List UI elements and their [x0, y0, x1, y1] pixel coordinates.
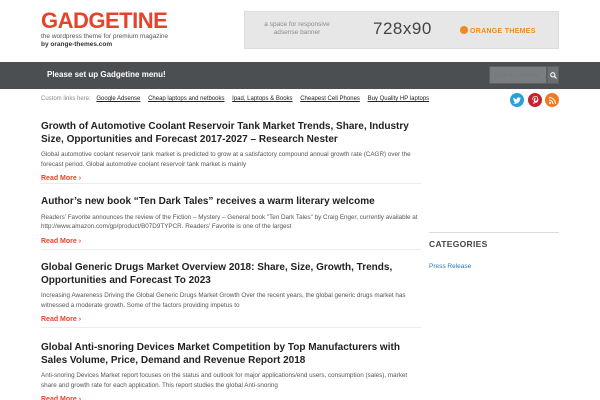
post-title[interactable]: Author’s new book “Ten Dark Tales” receives a warm literary welcome	[41, 196, 375, 207]
ad-size: 728x90	[373, 19, 432, 38]
search-button[interactable]	[547, 66, 559, 84]
custom-links-label: Custom links here:	[41, 96, 91, 102]
site-header	[0, 0, 600, 62]
sidebar	[429, 232, 559, 270]
tagline-line1: the wordpress theme for premium magazine	[41, 33, 169, 40]
search-input[interactable]	[489, 66, 547, 84]
read-more-label: Read More	[41, 175, 77, 182]
sidebar-divider	[429, 232, 559, 233]
read-more-link[interactable]	[41, 315, 421, 324]
custom-link-1[interactable]: Google Adsense	[96, 96, 141, 102]
search-icon	[550, 72, 557, 79]
orange-circle-icon	[460, 26, 468, 34]
custom-link-3[interactable]: Ipad, Laptops & Books	[232, 96, 293, 102]
site-logo[interactable]: GADGETINE	[41, 8, 168, 33]
post-item	[41, 328, 421, 400]
read-more-link[interactable]	[41, 174, 421, 183]
read-more-label: Read More	[41, 396, 77, 400]
post-excerpt: Increasing Awareness Driving the Global Generic Drugs Market Growth Over the recent years, the global generic drugs market has witnessed a moderate growth. Some of the factors providing impetus to	[41, 292, 406, 309]
nav-menu-placeholder[interactable]: Please set up Gadgetine menu!	[47, 70, 166, 79]
rss-button[interactable]	[545, 93, 559, 107]
read-more-link[interactable]	[41, 237, 421, 246]
post-excerpt: Readers’ Favorite announces the review of the Fiction – Mystery – General book "Ten Dark Tales" by Craig Enger, currently available at http://www.amazon.com/gp/product/B07D9TYPCR. Readers’ Favorite is one of the largest	[41, 213, 418, 230]
post-excerpt: Global automotive coolant reservoir tank market is predicted to grow at a satisfactory compound annual growth rate (CAGR) over the forecast period. Global automotive coolant reservoir tank market is mainly	[41, 151, 411, 168]
category-link[interactable]: Press Release	[429, 263, 472, 270]
sidebar-categories-title: CATEGORIES	[429, 239, 488, 249]
post-list	[41, 118, 421, 400]
chevron-right-icon: ›	[78, 396, 82, 400]
ad-brand	[460, 26, 536, 35]
post-item	[41, 250, 421, 328]
pinterest-icon	[532, 96, 539, 104]
read-more-label: Read More	[41, 237, 77, 245]
chevron-right-icon: ›	[78, 316, 82, 323]
post-item	[41, 184, 421, 250]
chevron-right-icon: ›	[78, 175, 82, 182]
post-item	[41, 118, 421, 184]
custom-links-bar	[41, 96, 435, 106]
main-navbar	[0, 62, 600, 89]
read-more-link[interactable]	[41, 395, 421, 400]
twitter-icon	[513, 97, 521, 104]
read-more-label: Read More	[41, 316, 77, 323]
post-title[interactable]: Global Anti-snoring Devices Market Competition by Top Manufacturers with Sales Volume, Price, Demand and Revenue Report 2018	[41, 342, 400, 366]
twitter-button[interactable]	[510, 93, 524, 107]
custom-link-5[interactable]: Buy Quality HP laptops	[367, 96, 430, 102]
post-title[interactable]: Global Generic Drugs Market Overview 2018: Share, Size, Growth, Trends, Opportunities and Forecast To 2023	[41, 262, 393, 286]
site-tagline	[41, 33, 181, 48]
tagline-line2: by orange-themes.com	[41, 40, 113, 48]
custom-link-4[interactable]: Cheapest Cell Phones	[300, 96, 360, 102]
ad-banner[interactable]	[244, 11, 559, 49]
rss-icon	[549, 97, 556, 104]
post-excerpt: Anti-snoring Devices Market report focuses on the status and outlook for major applications/end users, consumption (sales), market share and growth rate for each application. This report studies the global Anti-snoring	[41, 372, 408, 389]
ad-text: a space for responsive adsense banner	[264, 21, 330, 36]
chevron-right-icon: ›	[78, 237, 82, 245]
custom-link-2[interactable]: Cheap laptops and netbooks	[148, 96, 225, 102]
pinterest-button[interactable]	[528, 93, 542, 107]
post-title[interactable]: Growth of Automotive Coolant Reservoir Tank Market Trends, Share, Industry Size, Opportunities and Forecast 2017-2027 – Research Nester	[41, 121, 409, 145]
ad-brand-label: ORANGE THEMES	[470, 28, 536, 35]
